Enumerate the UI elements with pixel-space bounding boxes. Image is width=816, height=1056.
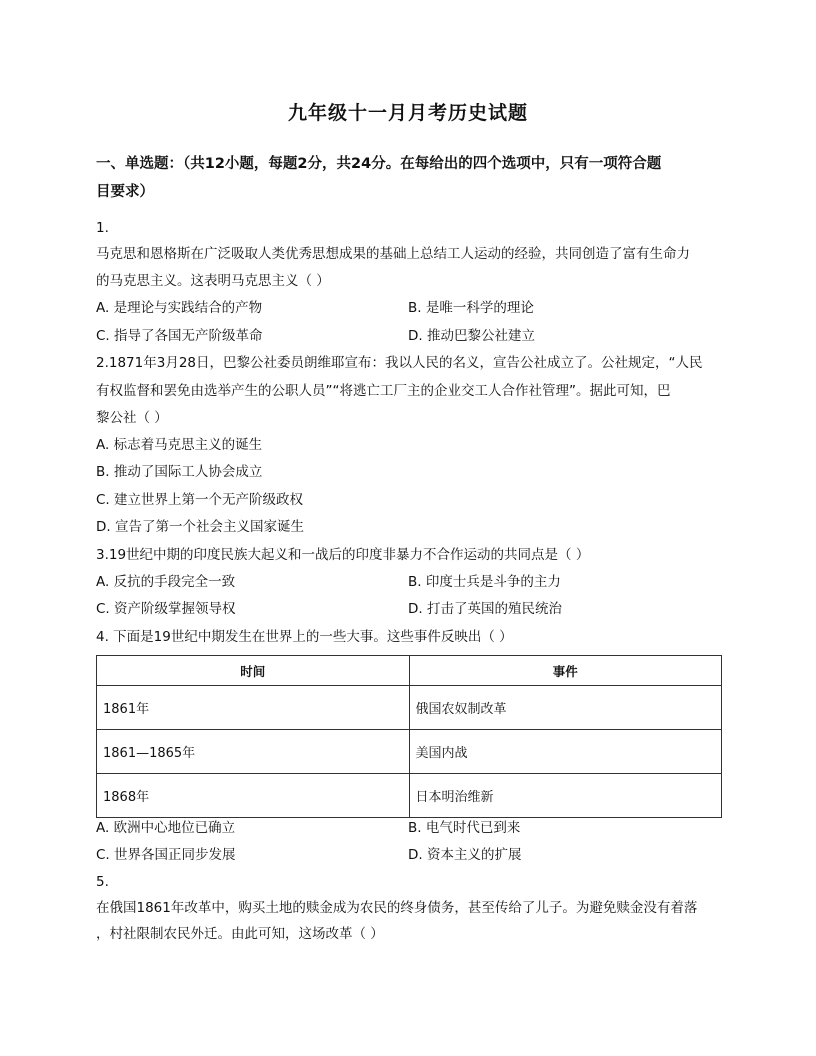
q5-stem-line2: ，村社限制农民外迁。由此可知，这场改革（ ） — [96, 926, 384, 942]
table-row — [97, 774, 722, 818]
q1-option-a: A. 是理论与实践结合的产物 — [96, 300, 263, 316]
q2-stem-line1: 2.1871年3月28日，巴黎公社委员朗维耶宣布：我以人民的名义，宣告公社成立了。公社规定，“人民 — [96, 355, 703, 371]
q1-option-b: B. 是唯一科学的理论 — [408, 300, 534, 316]
q1-stem-line2: 的马克思主义。这表明马克思主义（ ） — [96, 273, 330, 289]
table-row — [97, 686, 722, 730]
table-cell-time: 1861—1865年 — [97, 730, 410, 774]
q2-stem-line3: 黎公社（ ） — [96, 410, 168, 426]
q3-option-d: D. 打击了英国的殖民统治 — [408, 601, 562, 617]
table-header-event: 事件 — [409, 656, 722, 686]
section-heading-line1: 一、单选题：（共12小题，每题2分，共24分。在每给出的四个选项中，只有一项符合题 — [96, 156, 662, 172]
q4-option-a: A. 欧洲中心地位已确立 — [96, 820, 236, 836]
q3-option-a: A. 反抗的手段完全一致 — [96, 574, 236, 590]
q5-number: 5. — [96, 874, 109, 890]
q4-option-d: D. 资本主义的扩展 — [408, 847, 522, 863]
table-header-time: 时间 — [97, 656, 410, 686]
q2-option-d: D. 宣告了第一个社会主义国家诞生 — [96, 519, 304, 535]
table-cell-event: 美国内战 — [409, 730, 722, 774]
q3-option-c: C. 资产阶级掌握领导权 — [96, 601, 236, 617]
table-row — [97, 730, 722, 774]
table-cell-event: 日本明治维新 — [409, 774, 722, 818]
table-cell-time: 1861年 — [97, 686, 410, 730]
q4-stem: 4. 下面是19世纪中期发生在世界上的一些大事。这些事件反映出（ ） — [96, 629, 513, 645]
section-heading — [96, 150, 722, 206]
q5-stem-line1: 在俄国1861年改革中，购买土地的赎金成为农民的终身债务，甚至传给了儿子。为避免赎金没有着落 — [96, 900, 698, 916]
q3-stem: 3.19世纪中期的印度民族大起义和一战后的印度非暴力不合作运动的共同点是（ ） — [96, 547, 590, 563]
page-title: 九年级十一月月考历史试题 — [287, 102, 528, 124]
q2-option-c: C. 建立世界上第一个无产阶级政权 — [96, 492, 304, 508]
q2-option-a: A. 标志着马克思主义的诞生 — [96, 437, 263, 453]
table-header-row — [97, 656, 722, 686]
events-table — [96, 655, 722, 818]
section-heading-line2: 目要求） — [96, 184, 154, 200]
q3-option-b: B. 印度士兵是斗争的主力 — [408, 574, 561, 590]
table-cell-time: 1868年 — [97, 774, 410, 818]
q1-number: 1. — [96, 220, 109, 236]
q4-option-b: B. 电气时代已到来 — [408, 820, 521, 836]
q1-stem-line1: 马克思和恩格斯在广泛吸取人类优秀思想成果的基础上总结工人运动的经验，共同创造了富有生命力 — [96, 246, 690, 262]
table-cell-event: 俄国农奴制改革 — [409, 686, 722, 730]
q4-option-c: C. 世界各国正同步发展 — [96, 847, 236, 863]
q2-option-b: B. 推动了国际工人协会成立 — [96, 464, 263, 480]
q2-stem-line2: 有权监督和罢免由选举产生的公职人员”“将逃亡工厂主的企业交工人合作社管理”。据此可知，巴 — [96, 383, 671, 399]
q1-option-c: C. 指导了各国无产阶级革命 — [96, 328, 263, 344]
q1-option-d: D. 推动巴黎公社建立 — [408, 328, 535, 344]
